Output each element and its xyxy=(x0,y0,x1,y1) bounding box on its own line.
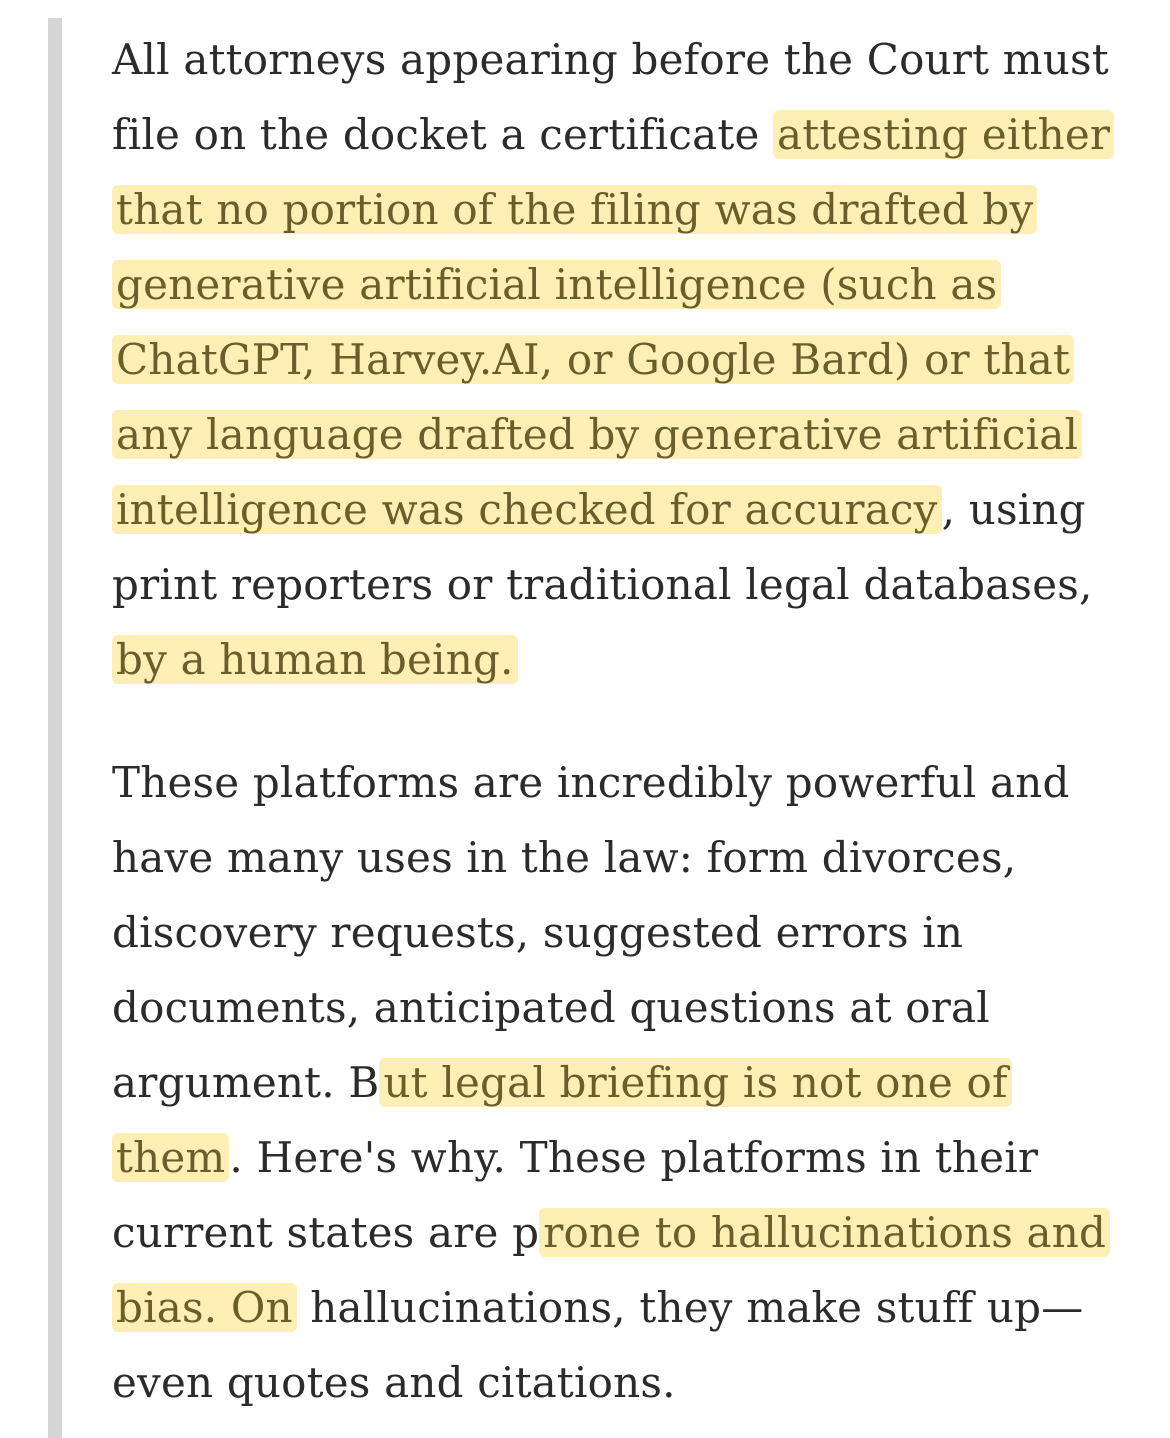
text-segment: These platforms are incredibly powerful and have many uses in the law: form divorces, discovery requests, suggested errors in documents, anticipated questions at oral argument. B xyxy=(112,758,1070,1107)
text-segment: , using print reporters or traditional legal databases, xyxy=(112,485,1093,609)
text-segment: hallucinations, they make stuff up—even quotes and citations. xyxy=(112,1283,1084,1407)
highlighted-text: attesting either that no portion of the filing was drafted by generative artificial intelligence (such as ChatGPT, Harvey.AI, or Google Bard) or that any language drafted by generative artificial intelligence was checked for accuracy xyxy=(112,110,1114,534)
paragraph-2 xyxy=(112,745,1132,1420)
highlighted-text: by a human being. xyxy=(112,635,518,684)
highlighted-text: ut legal briefing is not one of them xyxy=(112,1058,1012,1182)
blockquote-bar xyxy=(48,18,62,1438)
quoted-article-text xyxy=(112,22,1132,1420)
highlighted-text: rone to hallucinations and bias. On xyxy=(112,1208,1110,1332)
text-segment: All attorneys appearing before the Court must file on the docket a certificate xyxy=(112,35,1109,159)
text-segment: . Here's why. These platforms in their current states are p xyxy=(112,1133,1039,1257)
paragraph-1 xyxy=(112,22,1132,697)
